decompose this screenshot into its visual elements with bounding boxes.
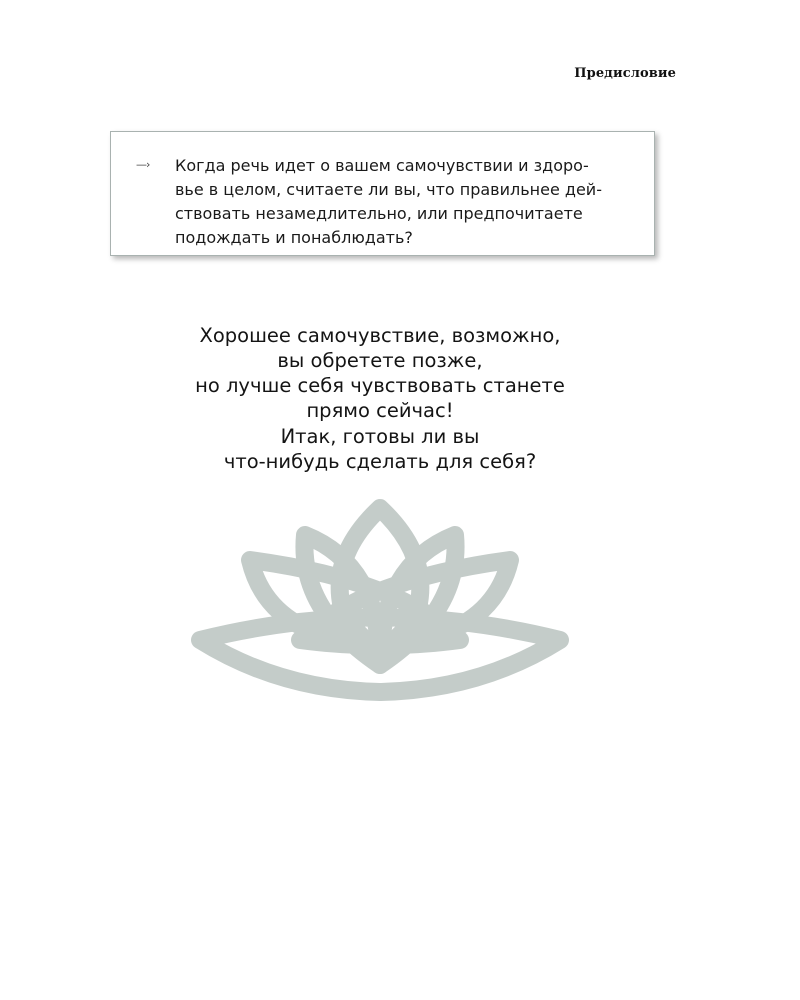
question-callout-box xyxy=(110,131,655,256)
callout-line: подождать и понаблюдать? xyxy=(175,228,413,247)
quote-line: вы обретете позже, xyxy=(277,349,483,372)
lotus-icon xyxy=(180,490,580,710)
callout-line: Когда речь идет о вашем самочувствии и здоро- xyxy=(175,156,589,175)
callout-line: ствовать незамедлительно, или предпочитаете xyxy=(175,204,583,223)
quote-line: что-нибудь сделать для себя? xyxy=(223,450,537,473)
quote-line: прямо сейчас! xyxy=(306,399,454,422)
callout-line: вье в целом, считаете ли вы, что правильнее дей- xyxy=(175,180,602,199)
quote-line: Итак, готовы ли вы xyxy=(280,425,480,448)
arrow-icon: —› xyxy=(136,158,150,171)
quote-line: но лучше себя чувствовать станете xyxy=(195,374,565,397)
quote-paragraph-2 xyxy=(0,424,760,474)
quote-paragraph-1 xyxy=(0,323,760,423)
quote-line: Хорошее самочувствие, возможно, xyxy=(199,324,561,347)
callout-question-text xyxy=(175,154,635,250)
running-head: Предисловие xyxy=(574,66,676,81)
